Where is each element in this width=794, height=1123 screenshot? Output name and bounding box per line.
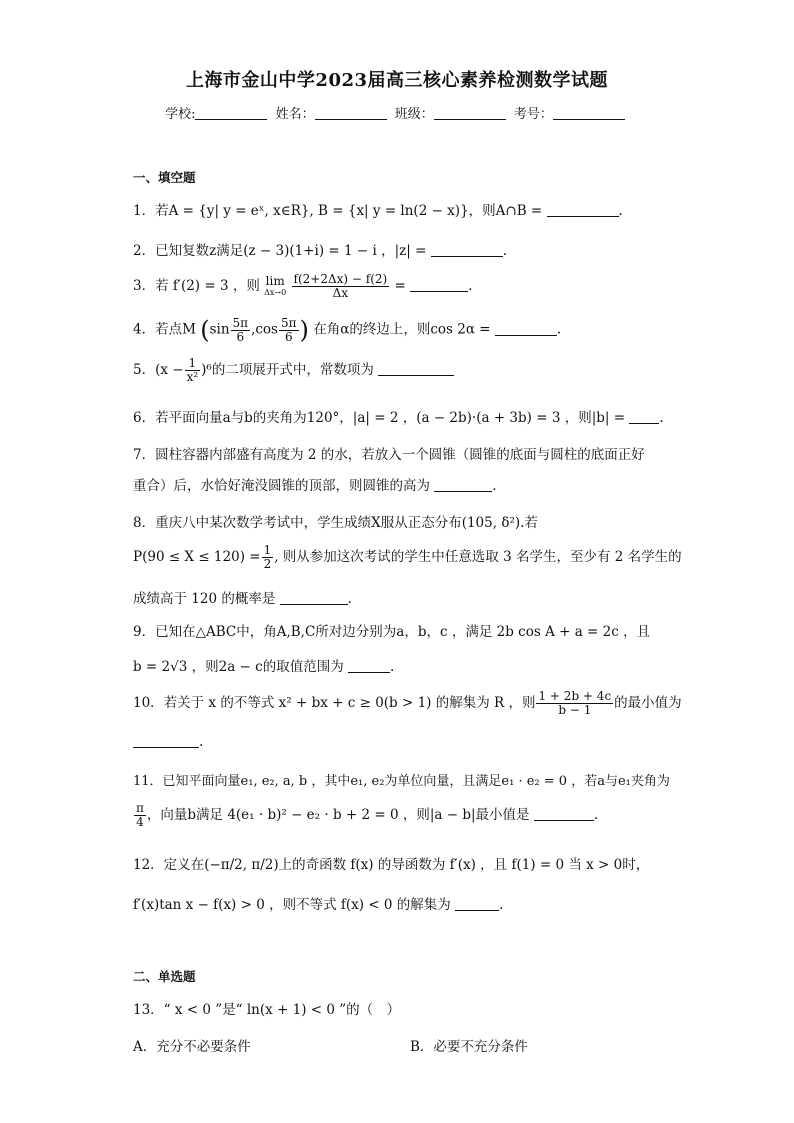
option-a[interactable]: A．充分不必要条件 xyxy=(133,1039,251,1055)
answer-blank-12[interactable] xyxy=(455,898,499,911)
question-4: 4．若点M (sin $\frac{5\pi}{6}$ ,cos $\frac{5\pi}{6}$ ) 在角α的终边上，则cos 2α = . xyxy=(133,315,562,344)
question-7-line-1: 7．圆柱容器内部盛有高度为 2 的水，若放入一个圆锥（圆锥的底面与圆柱的底面正好 xyxy=(133,447,645,463)
question-1: 1．若A = {y| y = eˣ, x∈R}, B = {x| y = ln(2 − x)}，则A∩B = . xyxy=(133,203,623,219)
section-fill-in: 一、填空题 xyxy=(133,170,196,185)
answer-blank-4[interactable] xyxy=(495,323,557,336)
page-title: 上海市金山中学2023届高三核心素养检测数学试题 xyxy=(185,70,609,91)
school-blank[interactable] xyxy=(195,107,267,120)
question-10-line-2: . xyxy=(133,734,203,750)
fraction-q10: $\frac{1 + 2b + 4c}{b - 1}$ xyxy=(538,689,612,717)
fraction-5pi-6-a: $\frac{5\pi}{6}$ xyxy=(232,315,249,344)
class-blank[interactable] xyxy=(434,107,506,120)
question-12-line-2: f′(x)tan x − f(x) > 0 ，则不等式 f(x) < 0 的解集为 . xyxy=(133,897,504,913)
fraction-pi-over-4: $\frac{\pi}{4}$ xyxy=(136,801,144,829)
question-9-line-1: 9．已知在△ABC中，角A,B,C所对边分别为a，b，c ，满足 2b cos A + a = 2c ，且 xyxy=(133,624,651,640)
fraction-1-over-x2: $\frac{1}{\text{x²}}$ xyxy=(186,356,199,384)
student-info-line xyxy=(0,103,794,122)
question-11-line-1: 11．已知平面向量e₁, e₂, a, b ，其中e₁, e₂为单位向量，且满足e₁ · e₂ = 0 ，若a与e₁夹角为 xyxy=(133,774,670,789)
fraction-5pi-6-b: $\frac{5\pi}{6}$ xyxy=(281,315,297,344)
answer-blank-7[interactable] xyxy=(434,479,492,492)
question-8-line-2: P(90 ≤ X ≤ 120) = $\frac{1}{2}$ , 则从参加这次考试的学生中任意选取 3 名学生，至少有 2 名学生的 xyxy=(133,543,682,571)
answer-blank-6[interactable] xyxy=(629,411,659,424)
number-label: 考号： xyxy=(513,107,553,122)
answer-blank-5[interactable] xyxy=(378,363,454,376)
answer-blank-11[interactable] xyxy=(534,808,594,821)
question-8-line-1: 8．重庆八中某次数学考试中，学生成绩X服从正态分布(105, δ²).若 xyxy=(133,515,538,531)
answer-blank-9[interactable] xyxy=(348,660,390,673)
question-8-line-3: 成绩高于 120 的概率是 . xyxy=(133,591,352,607)
fraction-one-half: $\frac{1}{2}$ xyxy=(263,543,272,571)
question-2-text: 2．已知复数z满足(z − 3)(1+i) = 1 − i ，|z| = xyxy=(133,243,427,259)
class-label: 班级： xyxy=(394,107,434,122)
answer-blank-3[interactable] xyxy=(410,279,468,292)
option-b[interactable]: B．必要不充分条件 xyxy=(410,1039,528,1055)
limit-fraction: $\frac{f(2+2\Delta x) - f(2)}{\Delta x}$ xyxy=(293,272,388,300)
school-label: 学校: xyxy=(165,107,196,122)
answer-blank-10[interactable] xyxy=(133,735,199,748)
answer-blank-1[interactable] xyxy=(547,204,619,217)
interval-neg-pi-2-pi-2: (−π/2, π/2) xyxy=(204,857,279,873)
number-blank[interactable] xyxy=(553,107,625,120)
question-1-text: 1．若A = {y| y = eˣ, x∈R}, B = {x| y = ln(2 − x)}，则A∩B = xyxy=(133,203,543,219)
answer-blank-2[interactable] xyxy=(431,244,503,257)
question-2: 2．已知复数z满足(z − 3)(1+i) = 1 − i ，|z| = . xyxy=(133,243,507,259)
name-label: 姓名： xyxy=(275,107,315,122)
section-single-choice: 二、单选题 xyxy=(133,969,196,984)
answer-blank-8[interactable] xyxy=(280,592,348,605)
question-6: 6．若平面向量a与b的夹角为120°，|a| = 2 ，(a − 2b)·(a + 3b) = 3 ，则|b| = . xyxy=(133,410,664,426)
question-9-line-2: b = 2√3 ，则2a − c的取值范围为 . xyxy=(133,659,395,675)
name-blank[interactable] xyxy=(315,107,387,120)
question-10-line-1: 10．若关于 x 的不等式 x² + bx + c ≥ 0(b > 1) 的解集为 R ，则 $\frac{1 + 2b + 4c}{b - 1}$ 的最小值为 xyxy=(133,689,682,717)
question-11-line-2: $\frac{\pi}{4}$ ，向量b满足 4(e₁ · b)² − e₂ · b + 2 = 0 ，则|a − b|最小值是 . xyxy=(136,801,599,829)
question-3-text: 3．若 f′(2) = 3 ，则 xyxy=(133,278,260,294)
question-5: 5．(x − $\frac{1}{\text{x²}}$ )⁶的二项展开式中，常数项为 xyxy=(133,357,454,384)
question-13: 13．“ x < 0 ”是“ ln(x + 1) < 0 ”的（ ） xyxy=(133,1002,401,1018)
limit-operator: lim Δx→0 xyxy=(264,273,287,297)
question-3: 3．若 f′(2) = 3 ，则 lim Δx→0 $\frac{f(2+2\Delta x) - f(2)}{\Delta x}$ = . xyxy=(133,272,473,300)
question-7-line-2: 重合）后，水恰好淹没圆锥的顶部，则圆锥的高为 . xyxy=(133,478,497,494)
question-12-line-1: 12．定义在(−π/2, π/2)上的奇函数 f(x) 的导函数为 f′(x) ，且 f(1) = 0 当 x > 0时， xyxy=(133,857,650,873)
